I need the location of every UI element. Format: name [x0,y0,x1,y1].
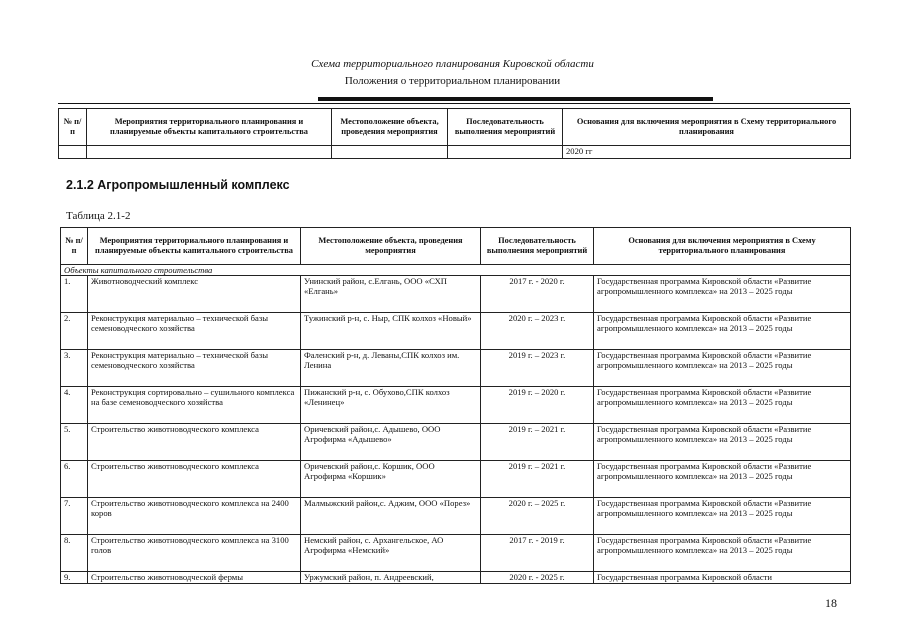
col-header-location: Местоположение объекта, проведения мероприятия [332,109,448,146]
table-cell-num: 4. [61,387,88,424]
col-header-sequence: Последовательность выполнения мероприятий [448,109,563,146]
table-row [61,313,851,350]
table-cell [448,146,563,159]
table-cell-activity: Реконструкция сортировально – сушильного комплекса на базе семеноводческого хозяйства [88,387,301,424]
table-cell-basis: Государственная программа Кировской области «Развитие агропромышленного комплекса» на 2013 – 2025 годы [594,498,851,535]
table-cell-location: Оричевский район,с. Адышево, ООО Агрофирма «Адышево» [301,424,481,461]
table-cell-activity: Строительство животноводческого комплекса [88,461,301,498]
table-cell-basis: Государственная программа Кировской области [594,572,851,584]
table-cell-location: Унинский район, с.Елгань, ООО «СХП «Елгань» [301,276,481,313]
table-cell-location: Фаленский р-н, д. Леваны,СПК колхоз им. Ленина [301,350,481,387]
table-cell-basis: Государственная программа Кировской области «Развитие агропромышленного комплекса» на 2013 – 2025 годы [594,461,851,498]
table-cell-basis: Государственная программа Кировской области «Развитие агропромышленного комплекса» на 2013 – 2025 годы [594,350,851,387]
agro-table [60,227,851,584]
table-cell-sequence: 2020 г. – 2025 г. [481,498,594,535]
col-header-sequence: Последовательность выполнения мероприятий [481,228,594,265]
col-header-location: Местоположение объекта, проведения мероприятия [301,228,481,265]
table-cell [59,146,87,159]
category-row: Объекты капитального строительства [61,265,851,276]
table-cell-activity: Строительство животноводческого комплекса [88,424,301,461]
table-cell-basis: Государственная программа Кировской области «Развитие агропромышленного комплекса» на 2013 – 2025 годы [594,276,851,313]
table-cell-basis: Государственная программа Кировской области «Развитие агропромышленного комплекса» на 2013 – 2025 годы [594,313,851,350]
table-row [61,498,851,535]
table-cell-num: 7. [61,498,88,535]
table-cell-num: 9. [61,572,88,584]
col-header-num: № п/п [61,228,88,265]
table-cell-location: Тужинский р-н, с. Ныр, СПК колхоз «Новый» [301,313,481,350]
table-cell-num: 3. [61,350,88,387]
table-cell-sequence: 2020 г. – 2023 г. [481,313,594,350]
table-row [61,572,851,584]
table-cell-activity: Животноводческий комплекс [88,276,301,313]
table-cell-location: Уржумский район, п. Андреевский, [301,572,481,584]
page-number: 18 [825,596,837,610]
table-cell-sequence: 2020 г. - 2025 г. [481,572,594,584]
table-cell-basis: Государственная программа Кировской области «Развитие агропромышленного комплекса» на 2013 – 2025 годы [594,424,851,461]
table-cell-sequence: 2019 г. – 2021 г. [481,461,594,498]
table-cell-location: Оричевский район,с. Коршик, ООО Агрофирма «Коршик» [301,461,481,498]
table-row [61,276,851,313]
document-title: Схема территориального планирования Кировской области [311,58,594,70]
col-header-basis: Основания для включения мероприятия в Схему территориального планирования [594,228,851,265]
table-caption: Таблица 2.1-2 [66,210,131,222]
continuation-table [58,108,851,159]
table-cell [87,146,332,159]
table-row [61,350,851,387]
table-cell-sequence: 2017 г. - 2020 г. [481,276,594,313]
document-subtitle: Положения о территориальном планировании [344,75,561,87]
table-cell-sequence: 2019 г. – 2023 г. [481,350,594,387]
table-cell [332,146,448,159]
table-cell-activity: Реконструкция материально – технической базы семеноводческого хозяйства [88,350,301,387]
col-header-basis: Основания для включения мероприятия в Схему территориального планирования [563,109,851,146]
table-cell-sequence: 2019 г. – 2021 г. [481,424,594,461]
table-cell-num: 8. [61,535,88,572]
table-row [61,387,851,424]
continuation-cell: 2020 гг [563,146,851,159]
thin-rule [58,103,850,104]
col-header-activity: Мероприятия территориального планирования и планируемые объекты капитального строительства [87,109,332,146]
col-header-num: № п/п [59,109,87,146]
table-cell-basis: Государственная программа Кировской области «Развитие агропромышленного комплекса» на 2013 – 2025 годы [594,387,851,424]
table-cell-num: 1. [61,276,88,313]
table-cell-location: Пижанский р-н, с. Обухово,СПК колхоз «Ленинец» [301,387,481,424]
header-rule [318,97,713,101]
table-cell-num: 6. [61,461,88,498]
col-header-activity: Мероприятия территориального планирования и планируемые объекты капитального строительства [88,228,301,265]
table-cell-sequence: 2019 г. – 2020 г. [481,387,594,424]
section-heading: 2.1.2 Агропромышленный комплекс [66,178,290,192]
table-cell-basis: Государственная программа Кировской области «Развитие агропромышленного комплекса» на 2013 – 2025 годы [594,535,851,572]
table-cell-activity: Строительство животноводческой фермы [88,572,301,584]
table-cell-location: Немский район, с. Архангельское, АО Агрофирма «Немский» [301,535,481,572]
table-cell-num: 5. [61,424,88,461]
table-cell-sequence: 2017 г. - 2019 г. [481,535,594,572]
table-row [61,424,851,461]
table-cell-activity: Строительство животноводческого комплекса на 3100 голов [88,535,301,572]
table-cell-activity: Реконструкция материально – технической базы семеноводческого хозяйства [88,313,301,350]
table-cell-location: Малмыжский район,с. Аджим, ООО «Порез» [301,498,481,535]
table-row [61,461,851,498]
table-cell-activity: Строительство животноводческого комплекса на 2400 коров [88,498,301,535]
table-cell-num: 2. [61,313,88,350]
table-row [61,535,851,572]
